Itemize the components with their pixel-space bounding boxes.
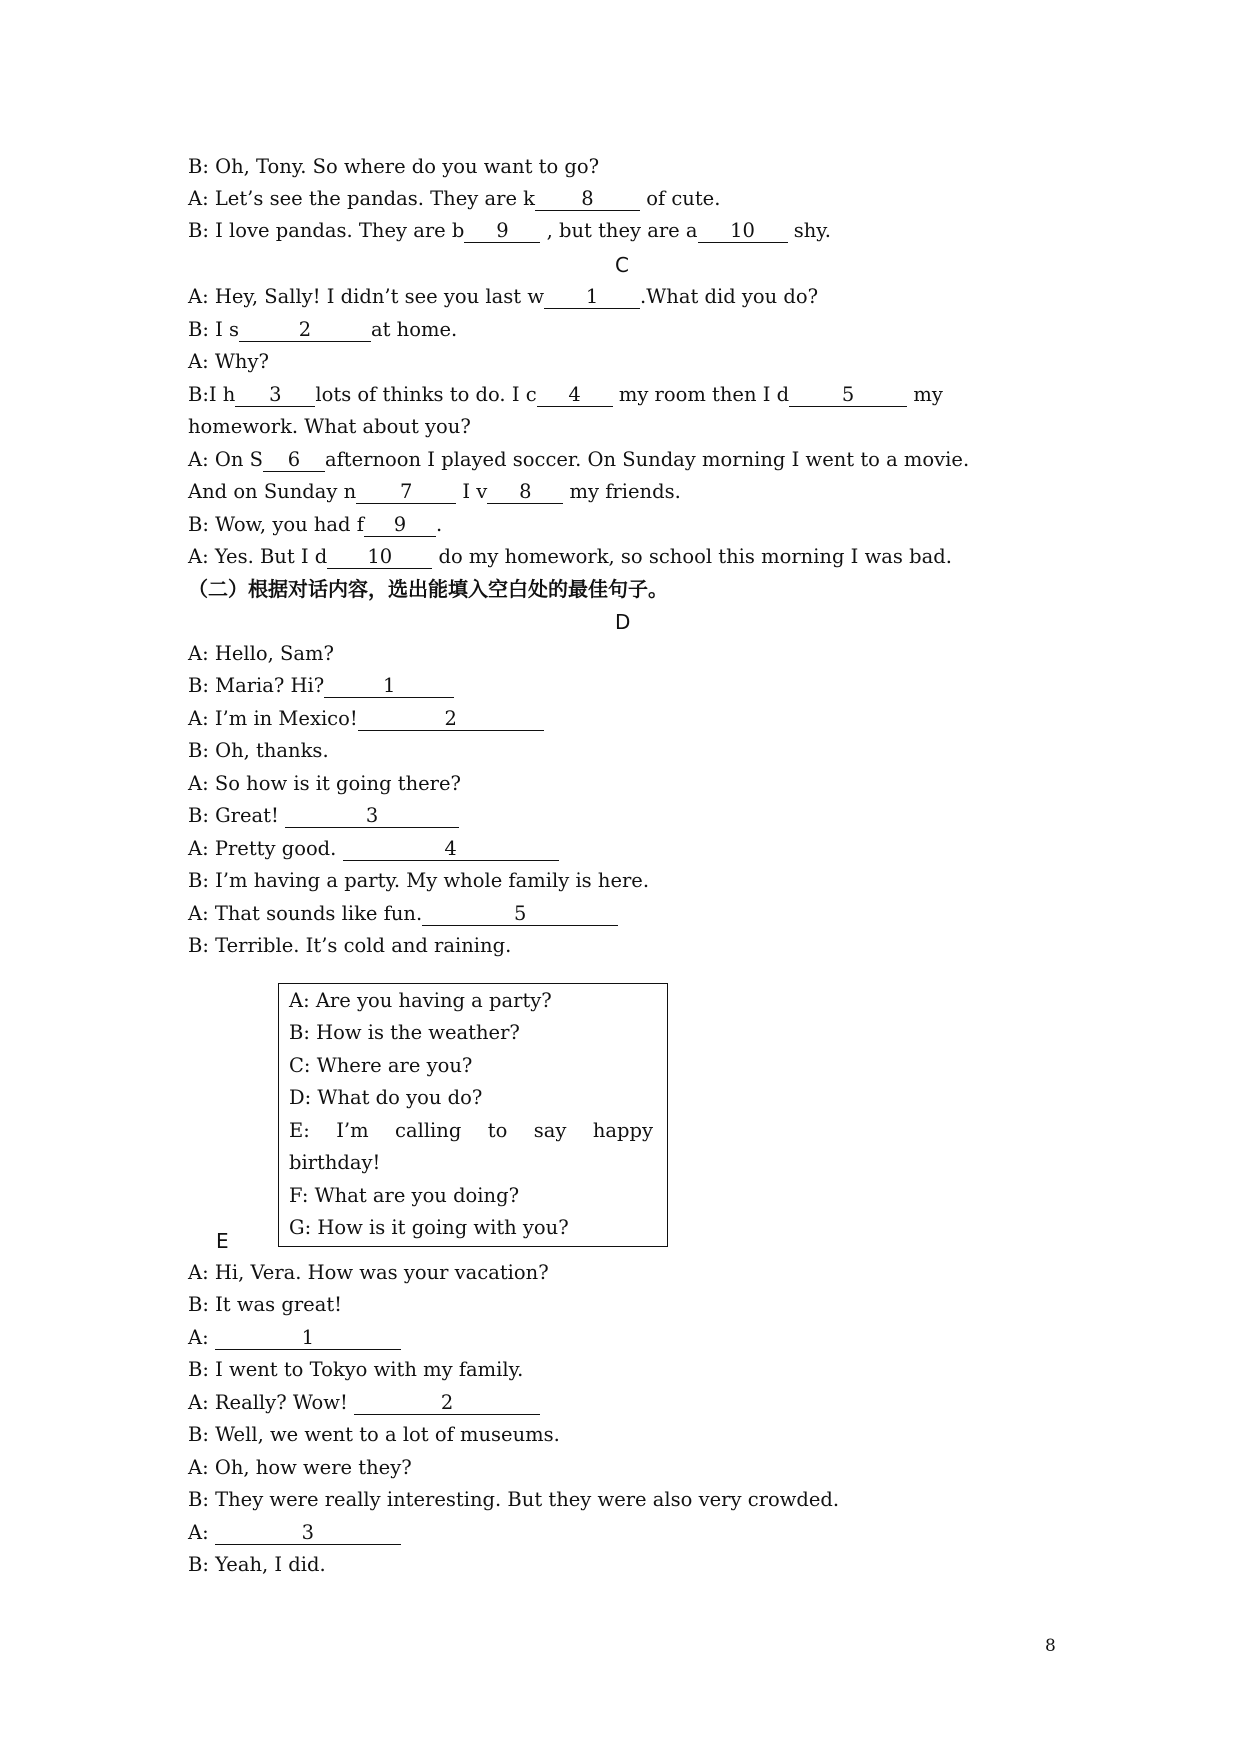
dialog-line bbox=[188, 1487, 839, 1513]
line-text: B:I h bbox=[188, 383, 236, 406]
blank[interactable]: 9 bbox=[464, 220, 540, 243]
line-text: And on Sunday n bbox=[188, 480, 357, 503]
line-text: A: Pretty good. bbox=[188, 837, 343, 860]
dialog-line bbox=[188, 1357, 523, 1383]
line-text: B: Great! bbox=[188, 804, 286, 827]
section-heading-e: E bbox=[216, 1229, 229, 1253]
line-text: .What did you do? bbox=[640, 285, 819, 308]
dialog-line bbox=[188, 414, 471, 440]
blank[interactable]: 2 bbox=[354, 1392, 540, 1415]
line-text: B: Yeah, I did. bbox=[188, 1553, 326, 1576]
line-text: my bbox=[907, 383, 943, 406]
line-text: , but they are a bbox=[540, 219, 698, 242]
line-text: A: So how is it going there? bbox=[188, 772, 461, 795]
dialog-line bbox=[188, 673, 454, 699]
option-item: E: I’m calling to say happy bbox=[289, 1119, 653, 1142]
blank[interactable]: 1 bbox=[324, 675, 454, 698]
blank[interactable]: 8 bbox=[487, 481, 563, 504]
dialog-line bbox=[188, 933, 511, 959]
line-text: B: I’m having a party. My whole family is here. bbox=[188, 869, 650, 892]
blank[interactable]: 3 bbox=[285, 805, 459, 828]
blank[interactable]: 5 bbox=[422, 903, 618, 926]
option-item: C: Where are you? bbox=[289, 1054, 473, 1077]
line-text: my room then I d bbox=[612, 383, 790, 406]
section-heading-d: D bbox=[615, 610, 631, 634]
line-text: A: bbox=[188, 1326, 215, 1349]
option-item: B: How is the weather? bbox=[289, 1021, 520, 1044]
dialog-line bbox=[188, 771, 461, 797]
blank[interactable]: 1 bbox=[215, 1327, 401, 1350]
blank[interactable]: 2 bbox=[239, 319, 371, 342]
line-text: . bbox=[435, 513, 443, 536]
dialog-line bbox=[188, 544, 952, 570]
line-text: A: Let’s see the pandas. They are k bbox=[188, 187, 536, 210]
line-text: A: Really? Wow! bbox=[188, 1391, 355, 1414]
dialog-line bbox=[188, 641, 334, 667]
blank[interactable]: 7 bbox=[356, 481, 456, 504]
blank[interactable]: 6 bbox=[263, 449, 325, 472]
line-text: A: I’m in Mexico! bbox=[188, 707, 358, 730]
blank[interactable]: 3 bbox=[215, 1522, 401, 1545]
line-text: my friends. bbox=[563, 480, 681, 503]
line-text: afternoon I played soccer. On Sunday morning I went to a movie. bbox=[324, 448, 970, 471]
dialog-line bbox=[188, 218, 831, 244]
line-text: B: Maria? Hi? bbox=[188, 674, 325, 697]
line-text: B: They were really interesting. But they were also very crowded. bbox=[188, 1488, 840, 1511]
line-text: B: Wow, you had f bbox=[188, 513, 364, 536]
line-text: do my homework, so school this morning I was bad. bbox=[432, 545, 952, 568]
line-text: homework. What about you? bbox=[188, 415, 471, 438]
line-text: shy. bbox=[787, 219, 831, 242]
dialog-line bbox=[188, 1292, 342, 1318]
line-text: A: bbox=[188, 1521, 215, 1544]
blank[interactable]: 2 bbox=[358, 708, 544, 731]
options-box bbox=[278, 983, 668, 1247]
dialog-line bbox=[188, 284, 818, 310]
blank[interactable]: 10 bbox=[698, 220, 788, 243]
blank[interactable]: 4 bbox=[343, 838, 559, 861]
line-text: B: I went to Tokyo with my family. bbox=[188, 1358, 524, 1381]
dialog-line bbox=[188, 1325, 401, 1351]
blank[interactable]: 9 bbox=[364, 514, 436, 537]
blank[interactable]: 10 bbox=[327, 546, 432, 569]
dialog-line bbox=[188, 738, 329, 764]
dialog-line bbox=[188, 479, 681, 505]
line-text: A: Oh, how were they? bbox=[188, 1456, 412, 1479]
line-text: B: Oh, thanks. bbox=[188, 739, 329, 762]
option-item: D: What do you do? bbox=[289, 1086, 483, 1109]
dialog-line bbox=[188, 317, 457, 343]
section-heading-c: C bbox=[615, 253, 629, 277]
dialog-line bbox=[188, 706, 544, 732]
option-item: birthday! bbox=[289, 1151, 381, 1174]
line-text: B: It was great! bbox=[188, 1293, 343, 1316]
option-item: A: Are you having a party? bbox=[289, 989, 552, 1012]
line-text: A: Hi, Vera. How was your vacation? bbox=[188, 1261, 549, 1284]
dialog-line bbox=[188, 154, 599, 180]
blank[interactable]: 1 bbox=[544, 286, 640, 309]
dialog-line bbox=[188, 836, 559, 862]
dialog-line bbox=[188, 868, 649, 894]
line-text: B: I love pandas. They are b bbox=[188, 219, 465, 242]
dialog-line bbox=[188, 382, 943, 408]
line-text: A: Why? bbox=[188, 350, 269, 373]
line-text: A: Hey, Sally! I didn’t see you last w bbox=[188, 285, 545, 308]
dialog-line bbox=[188, 1260, 549, 1286]
line-text: A: That sounds like fun. bbox=[188, 902, 423, 925]
option-item: F: What are you doing? bbox=[289, 1184, 520, 1207]
line-text: at home. bbox=[371, 318, 458, 341]
line-text: A: Yes. But I d bbox=[188, 545, 328, 568]
line-text: of cute. bbox=[640, 187, 721, 210]
dialog-line bbox=[188, 1455, 412, 1481]
line-text: I v bbox=[456, 480, 488, 503]
dialog-line bbox=[188, 1520, 401, 1546]
dialog-line bbox=[188, 803, 459, 829]
line-text: B: Terrible. It’s cold and raining. bbox=[188, 934, 512, 957]
dialog-line bbox=[188, 349, 269, 375]
line-text: B: Oh, Tony. So where do you want to go? bbox=[188, 155, 600, 178]
line-text: lots of thinks to do. I c bbox=[315, 383, 537, 406]
dialog-line bbox=[188, 186, 720, 212]
blank[interactable]: 5 bbox=[789, 384, 907, 407]
dialog-line bbox=[188, 1422, 560, 1448]
dialog-line bbox=[188, 447, 969, 473]
line-text: A: Hello, Sam? bbox=[188, 642, 334, 665]
line-text: B: I s bbox=[188, 318, 240, 341]
blank[interactable]: 8 bbox=[535, 188, 640, 211]
page-number: 8 bbox=[1045, 1636, 1056, 1656]
option-item: G: How is it going with you? bbox=[289, 1216, 569, 1239]
blank[interactable]: 3 bbox=[235, 384, 315, 407]
blank[interactable]: 4 bbox=[537, 384, 613, 407]
dialog-line bbox=[188, 512, 442, 538]
dialog-line bbox=[188, 901, 618, 927]
dialog-line bbox=[188, 1552, 326, 1578]
line-text: B: Well, we went to a lot of museums. bbox=[188, 1423, 560, 1446]
line-text: A: On S bbox=[188, 448, 263, 471]
part-heading: （二）根据对话内容，选出能填入空白处的最佳句子。 bbox=[188, 577, 668, 601]
dialog-line bbox=[188, 1390, 540, 1416]
